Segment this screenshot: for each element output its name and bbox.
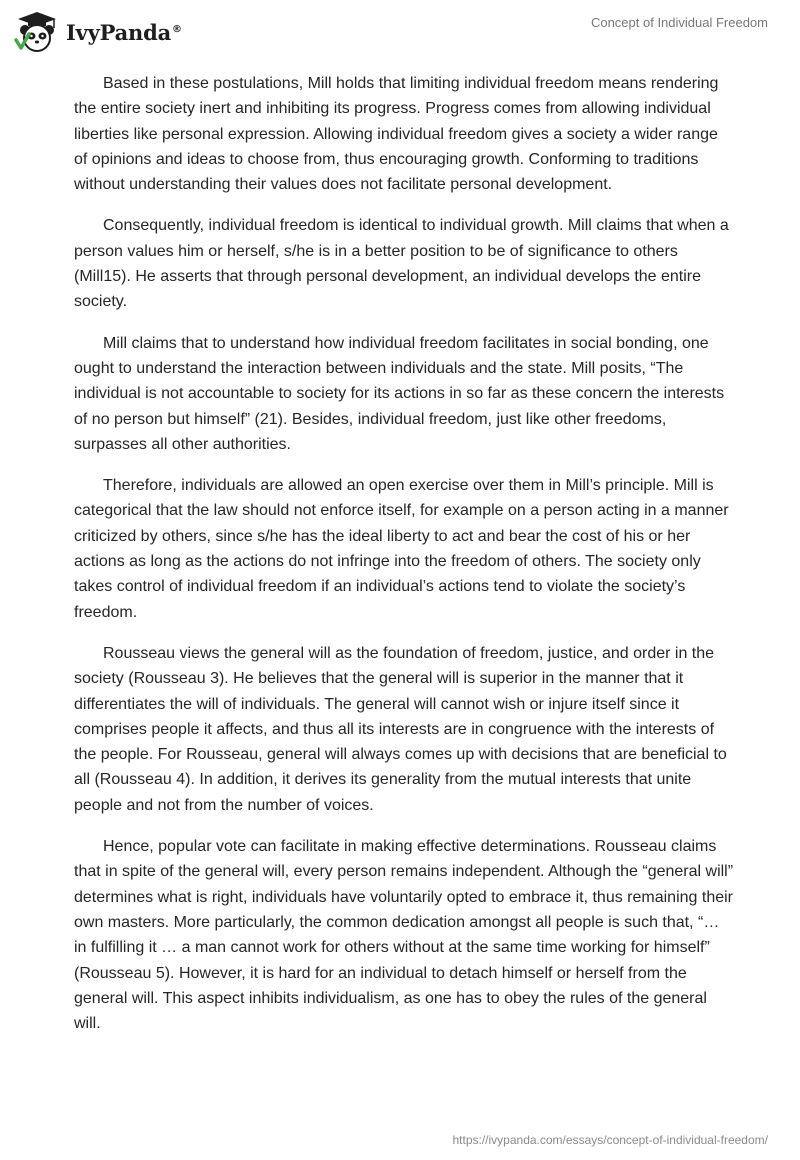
document-title: Concept of Individual Freedom [590, 15, 768, 30]
ivypanda-logo[interactable] [14, 10, 182, 54]
paragraph: Consequently, individual freedom is identical to individual growth. Mill claims that when a person values him or herself, s/he is in a better position to be of significance to others (Mill15). He asserts that through personal development, an individual develops the entire society. [74, 217, 729, 311]
source-url-link[interactable]: https://ivypanda.com/essays/concept-of-individual-freedom/ [452, 1133, 768, 1147]
panda-graduate-icon [14, 10, 60, 54]
brand-name: IvyPanda® [66, 19, 182, 45]
registered-mark: ® [172, 23, 182, 35]
paragraph: Based in these postulations, Mill holds that limiting individual freedom means rendering the entire society inert and inhibiting its progress. Progress comes from allowing individual liberties like personal expression. Allowing individual freedom gives a society a wider range of opinions and ideas to choose from, thus encouraging growth. Conforming to traditions without understanding their values does not facilitate personal development. [74, 75, 719, 194]
essay-body [74, 71, 734, 1052]
paragraph: Mill claims that to understand how individual freedom facilitates in social bonding, one ought to understand the interaction between individuals and the state. Mill posits, “The individual is not accountable to society for its actions in so far as these concern the interests of no person but himself” (21). Besides, individual freedom, just like other freedoms, surpasses all other authorities. [74, 334, 725, 453]
paragraph: Hence, popular vote can facilitate in making effective determinations. Rousseau claims that in spite of the general will, every person remains independent. Although the “general will” determines what is right, individuals have voluntarily opted to embrace it, thus remaining their own masters. More particularly, the common dedication amongst all people is such that, “… in fulfilling it … a man cannot work for others without at the same time working for himself” (Rousseau 5). However, it is hard for an individual to detach himself or herself from the general will. This aspect inhibits individualism, as one has to obey the rules of the general will. [74, 838, 734, 1033]
paragraph: Rousseau views the general will as the foundation of freedom, justice, and order in the society (Rousseau 3). He believes that the general will is superior in the manner that it differentiates the will of individuals. The general will cannot wish or injure itself since it comprises people it affects, and thus all its interests are in congruence with the interests of the people. For Rousseau, general will always comes up with decisions that are beneficial to all (Rousseau 4). In addition, it derives its generality from the mutual interests that unite people and not from the number of voices. [74, 644, 727, 814]
page-header [0, 0, 800, 64]
paragraph: Therefore, individuals are allowed an open exercise over them in Mill’s principle. Mill is categorical that the law should not enforce itself, for example on a person acting in a manner criticized by others, since s/he has the ideal liberty to act and bear the cost of his or her actions as long as the actions do not infringe into the freedom of others. The society only takes control of individual freedom if an individual’s actions tend to violate the society’s freedom. [74, 477, 729, 621]
